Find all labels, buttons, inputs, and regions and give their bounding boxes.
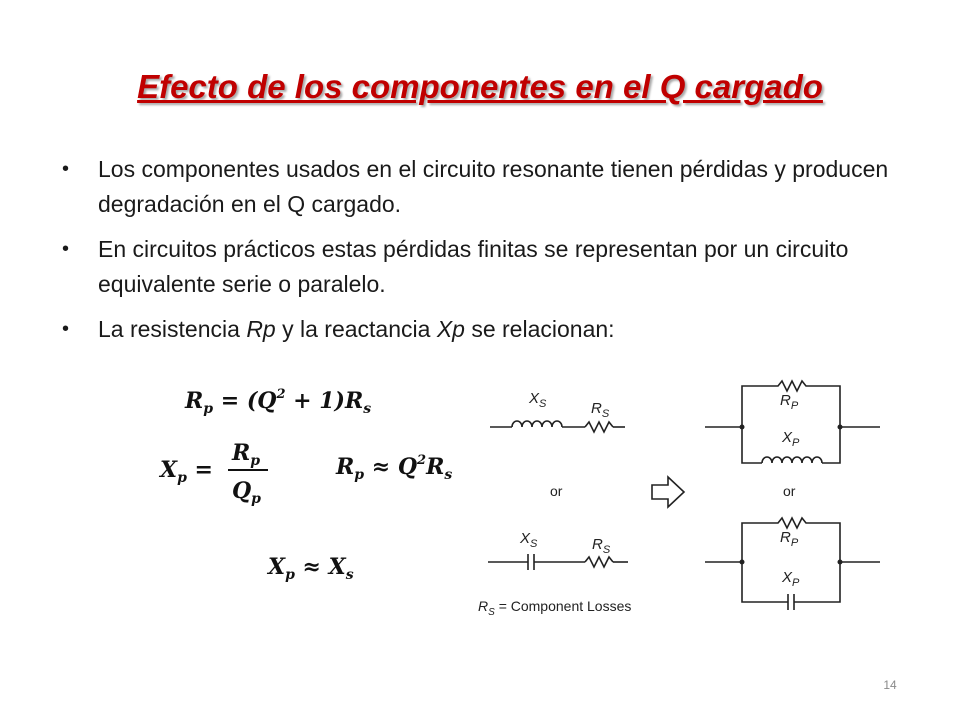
or-label-left: or (550, 483, 563, 499)
bullet-item (62, 312, 922, 347)
svg-text:Xp ≈ Xs: $X_p \approx X_s$ (268, 554, 354, 583)
component-losses-caption: $R_S$ = Component Losses (478, 598, 632, 618)
xp-label-2: $X_P$ (782, 569, 800, 589)
bullet-dot-icon: • (62, 318, 70, 340)
svg-text:Rp ≈ Q2Rs: $R_p \approx Q^2R_s$ (336, 453, 453, 483)
formulas-and-circuits-figure (150, 370, 890, 640)
rp-label: $R_P$ (780, 392, 799, 412)
bullet-term-rp: Rp (246, 316, 276, 342)
bullet-text-mid: y la reactancia (275, 316, 437, 342)
bullet-item (62, 232, 922, 302)
bullet-term-xp: Xp (436, 316, 465, 342)
xs-label-2: $X_S$ (520, 530, 538, 550)
svg-text:Rp: $R_p$ (232, 440, 261, 469)
xs-label: $X_S$ (529, 390, 547, 410)
slide-title: Efecto de los componentes en el Q cargado (137, 68, 823, 105)
bullet-list (62, 152, 922, 357)
formula-xp-approx (266, 554, 354, 583)
bullet-dot-icon: • (62, 158, 70, 180)
xp-label: $X_P$ (782, 429, 800, 449)
parallel-circuit-capacitive (705, 518, 880, 610)
formula-rp-approx (335, 453, 452, 483)
rs-label: $R_S$ (591, 400, 610, 420)
bullet-item (62, 152, 922, 222)
bullet-text-post: se relacionan: (464, 316, 615, 342)
formula-xp-ratio (158, 440, 268, 507)
series-circuit-inductive (490, 421, 625, 432)
svg-text:Qp: $Q_p$ (232, 478, 261, 507)
or-label-right: or (783, 483, 796, 499)
series-circuit-capacitive (488, 554, 628, 570)
formula-rp-series (184, 387, 371, 417)
arrow-right-icon (652, 477, 684, 507)
rp-label-2: $R_P$ (780, 529, 799, 549)
bullet-text: Los componentes usados en el circuito resonante tienen pérdidas y producen degradación en el Q cargado. (98, 156, 889, 217)
bullet-dot-icon: • (62, 238, 70, 260)
svg-text:Rp = (Q2 + 1)Rs: $R_p = (Q^2 + 1)R_s$ (185, 387, 372, 417)
page-number: 14 (883, 678, 897, 692)
bullet-text: En circuitos prácticos estas pérdidas finitas se representan por un circuito equivalente serie o paralelo. (98, 236, 849, 297)
bullet-text-pre: La resistencia (98, 316, 247, 342)
parallel-circuit-inductive (705, 381, 880, 463)
svg-text:Xp =: $X_p$ = (160, 457, 213, 486)
rs-label-2: $R_S$ (592, 536, 611, 556)
